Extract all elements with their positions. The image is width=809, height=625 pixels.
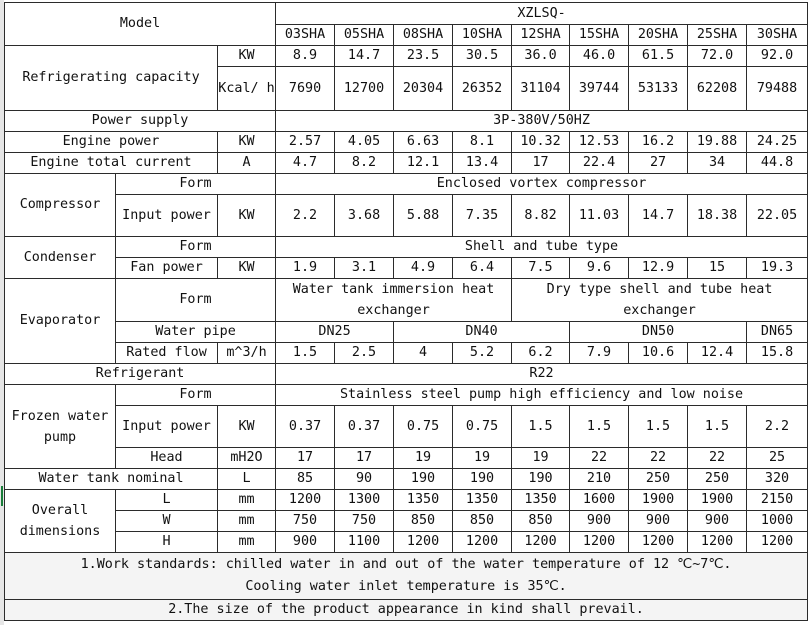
engine-power-cell: 12.53 — [570, 132, 629, 153]
compressor-input-cell: 2.2 — [276, 195, 335, 237]
fan-power-cell: 7.5 — [512, 258, 570, 279]
refrigerant-value: R22 — [276, 364, 808, 385]
pump-input-cell: 0.75 — [453, 406, 512, 448]
rated-flow-cell: 10.6 — [629, 343, 688, 364]
capacity-kcal-cell: 20304 — [394, 67, 453, 111]
table-row — [5, 132, 808, 153]
table-row — [5, 46, 808, 67]
dimension-w-cell: 750 — [276, 511, 335, 532]
table-row — [5, 258, 808, 279]
unit-cell: mm — [218, 532, 276, 553]
pump-input-cell: 1.5 — [570, 406, 629, 448]
unit-cell: A — [218, 153, 276, 174]
engine-power-cell: 19.88 — [688, 132, 747, 153]
pump-head-cell: 17 — [335, 448, 394, 469]
fan-power-cell: 4.9 — [394, 258, 453, 279]
table-row — [5, 385, 808, 406]
dimension-l-cell: 1900 — [629, 490, 688, 511]
compressor-input-cell: 18.38 — [688, 195, 747, 237]
engine-current-label: Engine total current — [5, 153, 218, 174]
capacity-kcal-cell: 79488 — [747, 67, 808, 111]
unit-cell: mm — [218, 511, 276, 532]
capacity-kcal-cell: 12700 — [335, 67, 394, 111]
dimension-h-cell: 1200 — [688, 532, 747, 553]
water-pipe-dn65: DN65 — [747, 322, 808, 343]
table-body — [5, 3, 808, 621]
note-work-standards — [5, 553, 808, 600]
water-tank-cell: 90 — [335, 469, 394, 490]
pump-head-cell: 19 — [512, 448, 570, 469]
compressor-form-value: Enclosed vortex compressor — [276, 174, 808, 195]
model-name-cell: 05SHA — [335, 25, 394, 46]
dim-w-label: W — [116, 511, 218, 532]
dim-l-label: L — [116, 490, 218, 511]
unit-cell: L — [218, 469, 276, 490]
compressor-input-cell: 8.82 — [512, 195, 570, 237]
dimension-l-cell: 1350 — [512, 490, 570, 511]
engine-power-label: Engine power — [5, 132, 218, 153]
model-name-cell: 30SHA — [747, 25, 808, 46]
dimension-w-cell: 850 — [394, 511, 453, 532]
capacity-kw-cell: 23.5 — [394, 46, 453, 67]
model-name-cell: 25SHA — [688, 25, 747, 46]
table-row — [5, 111, 808, 132]
water-tank-cell: 320 — [747, 469, 808, 490]
table-row — [5, 3, 808, 25]
pump-input-cell: 1.5 — [629, 406, 688, 448]
evaporator-form-shell-tube: Dry type shell and tube heat exchanger — [512, 279, 808, 322]
capacity-kw-cell: 61.5 — [629, 46, 688, 67]
series-header: XZLSQ- — [276, 3, 808, 25]
table-row — [5, 490, 808, 511]
dimension-h-cell: 1200 — [747, 532, 808, 553]
dimension-l-cell: 1350 — [453, 490, 512, 511]
compressor-input-cell: 22.05 — [747, 195, 808, 237]
table-row — [5, 174, 808, 195]
fan-power-cell: 19.3 — [747, 258, 808, 279]
dimension-l-cell: 1900 — [688, 490, 747, 511]
table-row — [5, 195, 808, 237]
overall-dimensions-label: Overall dimensions — [5, 490, 116, 553]
model-name-cell: 08SHA — [394, 25, 453, 46]
capacity-kw-cell: 14.7 — [335, 46, 394, 67]
unit-cell: mH2O — [218, 448, 276, 469]
unit-cell: Kcal/ h — [218, 67, 276, 111]
capacity-kw-cell: 72.0 — [688, 46, 747, 67]
rated-flow-cell: 2.5 — [335, 343, 394, 364]
dimension-h-cell: 1200 — [453, 532, 512, 553]
dimension-w-cell: 750 — [335, 511, 394, 532]
compressor-label: Compressor — [5, 174, 116, 237]
pump-head-cell: 19 — [453, 448, 512, 469]
fan-power-cell: 12.9 — [629, 258, 688, 279]
unit-cell: mm — [218, 490, 276, 511]
row-selection-marker — [1, 486, 3, 506]
dimension-h-cell: 1200 — [512, 532, 570, 553]
engine-current-cell: 8.2 — [335, 153, 394, 174]
pump-head-cell: 25 — [747, 448, 808, 469]
unit-cell: KW — [218, 132, 276, 153]
engine-current-cell: 4.7 — [276, 153, 335, 174]
water-pipe-label: Water pipe — [116, 322, 276, 343]
unit-cell: KW — [218, 258, 276, 279]
engine-current-cell: 22.4 — [570, 153, 629, 174]
pump-head-cell: 22 — [688, 448, 747, 469]
unit-cell: m^3/h — [218, 343, 276, 364]
capacity-kcal-cell: 53133 — [629, 67, 688, 111]
capacity-kcal-cell: 62208 — [688, 67, 747, 111]
capacity-kw-cell: 92.0 — [747, 46, 808, 67]
pump-input-cell: 0.37 — [335, 406, 394, 448]
pump-head-cell: 17 — [276, 448, 335, 469]
engine-current-cell: 27 — [629, 153, 688, 174]
note-product-appearance: 2.The size of the product appearance in kind shall prevail. — [5, 600, 808, 621]
dimension-h-cell: 1100 — [335, 532, 394, 553]
engine-current-cell: 17 — [512, 153, 570, 174]
note-line: Cooling water inlet temperature is 35℃. — [245, 579, 567, 594]
input-power-label: Input power — [116, 406, 218, 448]
dimension-w-cell: 850 — [512, 511, 570, 532]
fan-power-cell: 9.6 — [570, 258, 629, 279]
refrigerating-capacity-label: Refrigerating capacity — [5, 46, 218, 111]
dimension-w-cell: 850 — [453, 511, 512, 532]
engine-current-cell: 44.8 — [747, 153, 808, 174]
head-label: Head — [116, 448, 218, 469]
note-line: 1.Work standards: chilled water in and out of the water temperature of 12 ℃~7℃. — [80, 557, 732, 572]
dimension-w-cell: 900 — [570, 511, 629, 532]
dimension-h-cell: 1200 — [394, 532, 453, 553]
table-row — [5, 322, 808, 343]
engine-current-cell: 12.1 — [394, 153, 453, 174]
fan-power-cell: 6.4 — [453, 258, 512, 279]
capacity-kw-cell: 46.0 — [570, 46, 629, 67]
evaporator-form-immersion: Water tank immersion heat exchanger — [276, 279, 512, 322]
dimension-w-cell: 1000 — [747, 511, 808, 532]
capacity-kw-cell: 36.0 — [512, 46, 570, 67]
water-tank-cell: 250 — [688, 469, 747, 490]
water-tank-label: Water tank nominal — [5, 469, 218, 490]
fan-power-cell: 15 — [688, 258, 747, 279]
water-tank-cell: 190 — [512, 469, 570, 490]
model-name-cell: 12SHA — [512, 25, 570, 46]
fan-power-cell: 1.9 — [276, 258, 335, 279]
dimension-l-cell: 1350 — [394, 490, 453, 511]
unit-cell: KW — [218, 46, 276, 67]
capacity-kcal-cell: 39744 — [570, 67, 629, 111]
water-pipe-dn40: DN40 — [394, 322, 570, 343]
pump-input-cell: 0.37 — [276, 406, 335, 448]
table-row — [5, 153, 808, 174]
rated-flow-cell: 7.9 — [570, 343, 629, 364]
compressor-input-cell: 14.7 — [629, 195, 688, 237]
capacity-kcal-cell: 7690 — [276, 67, 335, 111]
fan-power-label: Fan power — [116, 258, 218, 279]
form-label: Form — [116, 279, 276, 322]
engine-power-cell: 8.1 — [453, 132, 512, 153]
water-tank-cell: 190 — [394, 469, 453, 490]
table-row — [5, 237, 808, 258]
table-row — [5, 600, 808, 621]
pump-head-cell: 19 — [394, 448, 453, 469]
unit-cell: KW — [218, 195, 276, 237]
table-row — [5, 469, 808, 490]
table-row — [5, 406, 808, 448]
form-label: Form — [116, 385, 276, 406]
dimension-l-cell: 1200 — [276, 490, 335, 511]
form-label: Form — [116, 174, 276, 195]
table-row — [5, 343, 808, 364]
table-row — [5, 448, 808, 469]
engine-current-cell: 13.4 — [453, 153, 512, 174]
dimension-h-cell: 1200 — [629, 532, 688, 553]
compressor-input-cell: 3.68 — [335, 195, 394, 237]
engine-power-cell: 6.63 — [394, 132, 453, 153]
water-tank-cell: 85 — [276, 469, 335, 490]
pump-head-cell: 22 — [570, 448, 629, 469]
dimension-l-cell: 1300 — [335, 490, 394, 511]
capacity-kcal-cell: 26352 — [453, 67, 512, 111]
water-pipe-dn50: DN50 — [570, 322, 747, 343]
power-supply-label: Power supply — [5, 111, 276, 132]
specification-table — [4, 2, 808, 621]
table-row — [5, 511, 808, 532]
model-name-cell: 03SHA — [276, 25, 335, 46]
pump-form-value: Stainless steel pump high efficiency and low noise — [276, 385, 808, 406]
dimension-w-cell: 900 — [629, 511, 688, 532]
pump-input-cell: 1.5 — [688, 406, 747, 448]
unit-cell: KW — [218, 406, 276, 448]
dimension-l-cell: 2150 — [747, 490, 808, 511]
rated-flow-cell: 12.4 — [688, 343, 747, 364]
water-tank-cell: 210 — [570, 469, 629, 490]
table-row — [5, 279, 808, 322]
engine-current-cell: 34 — [688, 153, 747, 174]
dim-h-label: H — [116, 532, 218, 553]
evaporator-label: Evaporator — [5, 279, 116, 364]
capacity-kw-cell: 30.5 — [453, 46, 512, 67]
pump-input-cell: 1.5 — [512, 406, 570, 448]
water-tank-cell: 250 — [629, 469, 688, 490]
table-row — [5, 532, 808, 553]
power-supply-value: 3P-380V/50HZ — [276, 111, 808, 132]
engine-power-cell: 4.05 — [335, 132, 394, 153]
rated-flow-label: Rated flow — [116, 343, 218, 364]
form-label: Form — [116, 237, 276, 258]
rated-flow-cell: 4 — [394, 343, 453, 364]
compressor-input-cell: 5.88 — [394, 195, 453, 237]
compressor-input-cell: 11.03 — [570, 195, 629, 237]
refrigerant-label: Refrigerant — [5, 364, 276, 385]
table-row — [5, 364, 808, 385]
engine-power-cell: 10.32 — [512, 132, 570, 153]
rated-flow-cell: 1.5 — [276, 343, 335, 364]
model-name-cell: 10SHA — [453, 25, 512, 46]
table-row — [5, 553, 808, 600]
dimension-l-cell: 1600 — [570, 490, 629, 511]
model-name-cell: 20SHA — [629, 25, 688, 46]
dimension-w-cell: 900 — [688, 511, 747, 532]
condenser-form-value: Shell and tube type — [276, 237, 808, 258]
compressor-input-cell: 7.35 — [453, 195, 512, 237]
model-name-cell: 15SHA — [570, 25, 629, 46]
water-tank-cell: 190 — [453, 469, 512, 490]
fan-power-cell: 3.1 — [335, 258, 394, 279]
rated-flow-cell: 5.2 — [453, 343, 512, 364]
frozen-water-pump-label: Frozen water pump — [5, 385, 116, 469]
condenser-label: Condenser — [5, 237, 116, 279]
dimension-h-cell: 1200 — [570, 532, 629, 553]
input-power-label: Input power — [116, 195, 218, 237]
engine-power-cell: 16.2 — [629, 132, 688, 153]
pump-input-cell: 0.75 — [394, 406, 453, 448]
water-pipe-dn25: DN25 — [276, 322, 394, 343]
pump-head-cell: 22 — [629, 448, 688, 469]
engine-power-cell: 24.25 — [747, 132, 808, 153]
capacity-kcal-cell: 31104 — [512, 67, 570, 111]
model-header: Model — [5, 3, 276, 46]
pump-input-cell: 2.2 — [747, 406, 808, 448]
rated-flow-cell: 6.2 — [512, 343, 570, 364]
rated-flow-cell: 15.8 — [747, 343, 808, 364]
dimension-h-cell: 900 — [276, 532, 335, 553]
engine-power-cell: 2.57 — [276, 132, 335, 153]
capacity-kw-cell: 8.9 — [276, 46, 335, 67]
